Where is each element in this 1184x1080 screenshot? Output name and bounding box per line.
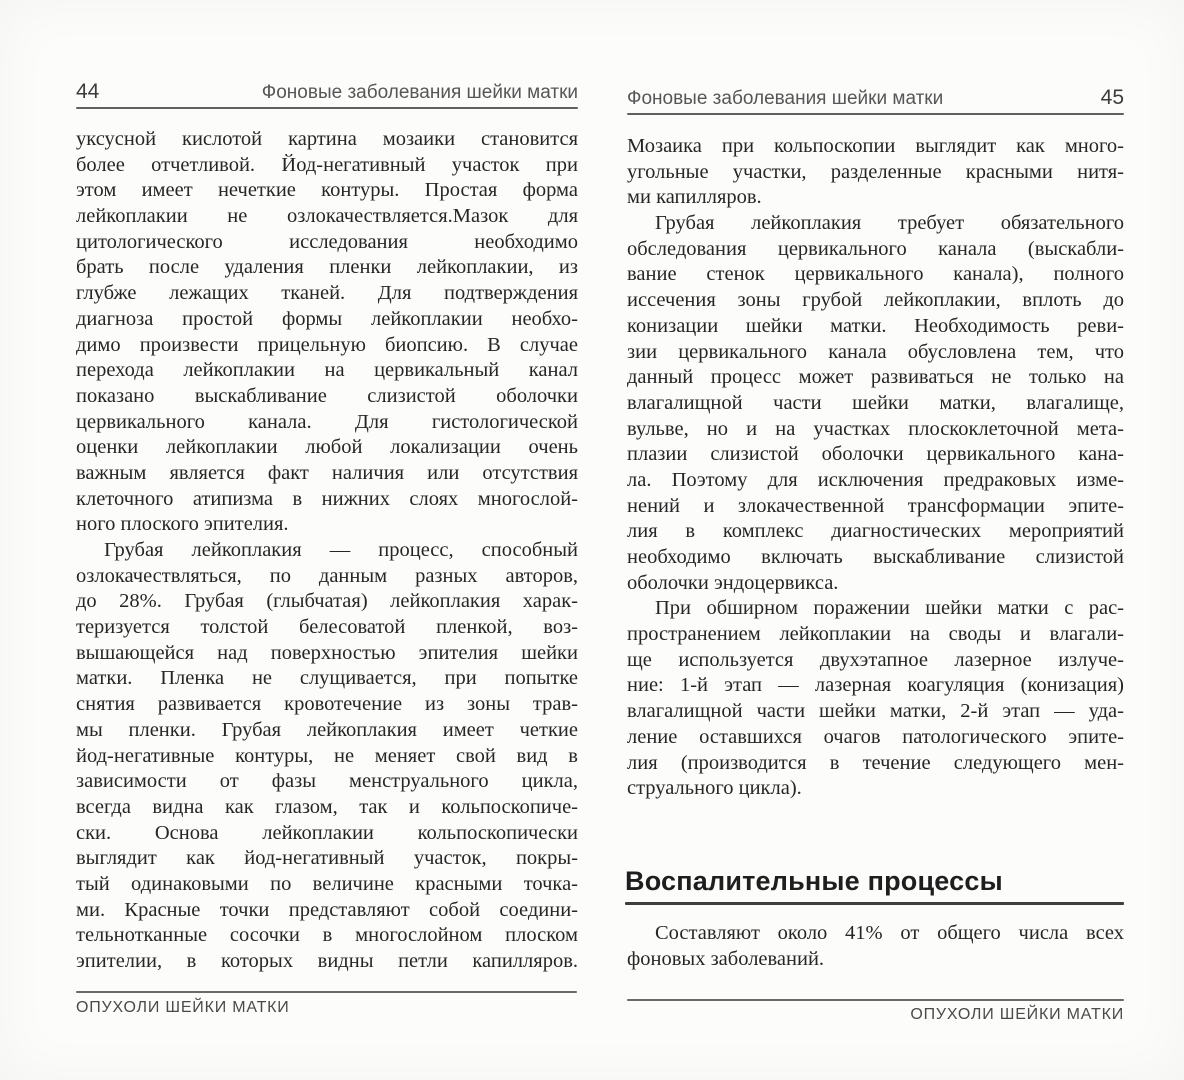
paragraph (627, 921, 1124, 972)
text-line: фоновых заболеваний. (627, 947, 825, 970)
text-line: Грубая лейкоплакия требует обязательного (655, 212, 1124, 235)
paragraph (627, 596, 1124, 802)
text-line: Составляют около 41% от общего числа всех (655, 922, 1124, 944)
paragraph (76, 127, 578, 538)
text-line: зии цервикального канала обусловлена тем, что (627, 340, 1124, 363)
text-line: перехода лейкоплакии на цервикальный канал (76, 359, 578, 382)
text-line: мы пленки. Грубая лейкоплакия имеет четкие (76, 718, 578, 741)
text-line: лия (производится в течение следующего мен- (627, 751, 1124, 774)
text-line: ного плоского эпителия. (76, 513, 289, 536)
text-line: Грубая лейкоплакия — процесс, способный (104, 539, 578, 561)
text-line: влагалищной части шейки матки, 2-й этап — уда- (627, 700, 1124, 723)
text-line: вульве, но и на участках плоскоклеточной мета- (627, 417, 1124, 440)
paragraph (627, 134, 1124, 211)
text-line: плазии слизистой оболочки цервикального кана- (627, 443, 1124, 466)
text-line: зависимости от фазы менструального цикла, (76, 770, 578, 793)
left-header-rule (76, 107, 578, 109)
text-line: цитологического исследования необходимо (76, 230, 578, 253)
text-line: этом имеет нечеткие контуры. Простая форма (76, 179, 578, 202)
paragraph (76, 538, 578, 975)
text-line: озлокачествляться, по данным разных авторов, (76, 564, 578, 587)
text-line: эпителии, в которых видны петли капилляров. (76, 950, 578, 972)
text-line: нений и злокачественной трансформации эпите- (627, 494, 1124, 517)
text-line: пространением лейкоплакии на своды и влагали- (627, 623, 1124, 646)
text-line: теризуется толстой белесоватой пленкой, воз- (76, 616, 578, 639)
text-line: лия в комплекс диагностических мероприятий (627, 520, 1124, 543)
text-line: до 28%. Грубая (глыбчатая) лейкоплакия харак- (76, 590, 578, 613)
left-page-footer: ОПУХОЛИ ШЕЙКИ МАТКИ (76, 999, 290, 1016)
text-line: необходимо включать выскабливание слизистой (627, 546, 1124, 568)
paragraph (627, 211, 1124, 596)
text-line: конизации шейки матки. Необходимость реви- (627, 314, 1124, 337)
text-line: обследования цервикального канала (выскабли- (627, 237, 1124, 260)
text-line: угольные участки, разделенные красными нитя- (627, 160, 1124, 183)
text-line: струального цикла). (627, 777, 802, 800)
text-line: ще используется двухэтапное лазерное излуче- (627, 648, 1124, 671)
text-line: клеточного атипизма в нижних слоях многослой- (76, 487, 578, 510)
section-body (627, 921, 1124, 972)
text-line: тый одинаковыми по величине красными точка- (76, 872, 578, 895)
right-header-rule (627, 113, 1124, 115)
text-line: данный процесс может развиваться не только на (627, 366, 1124, 389)
text-line: йод-негативные контуры, не меняет свой вид в (76, 744, 578, 767)
text-line: выглядит как йод-негативный участок, покры- (76, 847, 578, 870)
text-line: уксусной кислотой картина мозаики становится (76, 128, 578, 150)
text-line: тельнотканные сосочки в многослойном плоском (76, 924, 578, 947)
left-page-body (76, 127, 578, 975)
text-line: Мозаика при кольпоскопии выглядит как много- (627, 135, 1124, 157)
left-footer-rule (76, 991, 577, 993)
text-line: При обширном поражении шейки матки с рас- (655, 597, 1124, 620)
right-page-body (627, 134, 1124, 802)
right-page-number: 45 (1100, 86, 1124, 109)
text-line: глубже лежащих тканей. Для подтверждения (76, 282, 578, 305)
text-line: ние: 1-й этап — лазерная коагуляция (конизация) (627, 674, 1124, 697)
right-page-header (627, 86, 1124, 110)
right-page-footer: ОПУХОЛИ ШЕЙКИ МАТКИ (910, 1006, 1124, 1023)
text-line: оценки лейкоплакии любой локализации очень (76, 436, 578, 459)
text-line: оболочки эндоцервикса. (627, 571, 839, 594)
left-running-head: Фоновые заболевания шейки матки (261, 82, 578, 103)
text-line: лейкоплакии не озлокачествляется.Мазок для (76, 205, 578, 228)
text-line: цервикального канала. Для гистологической (76, 410, 578, 433)
text-line: диагноза простой формы лейкоплакии необхо- (76, 307, 578, 330)
left-page-header (76, 80, 578, 104)
text-line: всегда видна как глазом, так и кольпоскопиче- (76, 795, 578, 818)
text-line: ла. Поэтому для исключения предраковых изме- (627, 468, 1124, 491)
text-line: вание стенок цервикального канала), полного (627, 263, 1124, 286)
text-line: матки. Пленка не слущивается, при попытке (76, 667, 578, 690)
text-line: ми капилляров. (627, 186, 762, 209)
text-line: более отчетливой. Йод-негативный участок при (76, 153, 578, 176)
text-line: иссечения зоны грубой лейкоплакии, вплоть до (627, 289, 1124, 312)
text-line: ление оставшихся очагов патологического эпите- (627, 725, 1124, 748)
text-line: важным является факт наличия или отсутствия (76, 461, 578, 484)
text-line: снятия развивается кровотечение из зоны трав- (76, 693, 578, 716)
text-line: брать после удаления пленки лейкоплакии, из (76, 256, 578, 279)
left-page-number: 44 (76, 80, 100, 103)
text-line: ски. Основа лейкоплакии кольпоскопически (76, 821, 578, 844)
text-line: показано выскабливание слизистой оболочки (76, 384, 578, 407)
section-heading-rule (625, 902, 1124, 905)
right-running-head: Фоновые заболевания шейки матки (627, 88, 944, 109)
text-line: вышающейся над поверхностью эпителия шейки (76, 641, 578, 664)
text-line: влагалищной части шейки матки, влагалище, (627, 391, 1124, 414)
right-footer-rule (627, 999, 1124, 1001)
text-line: димо произвести прицельную биопсию. В случае (76, 333, 578, 356)
section-heading: Воспалительные процессы (625, 866, 1003, 896)
text-line: ми. Красные точки представляют собой соедини- (76, 898, 578, 921)
